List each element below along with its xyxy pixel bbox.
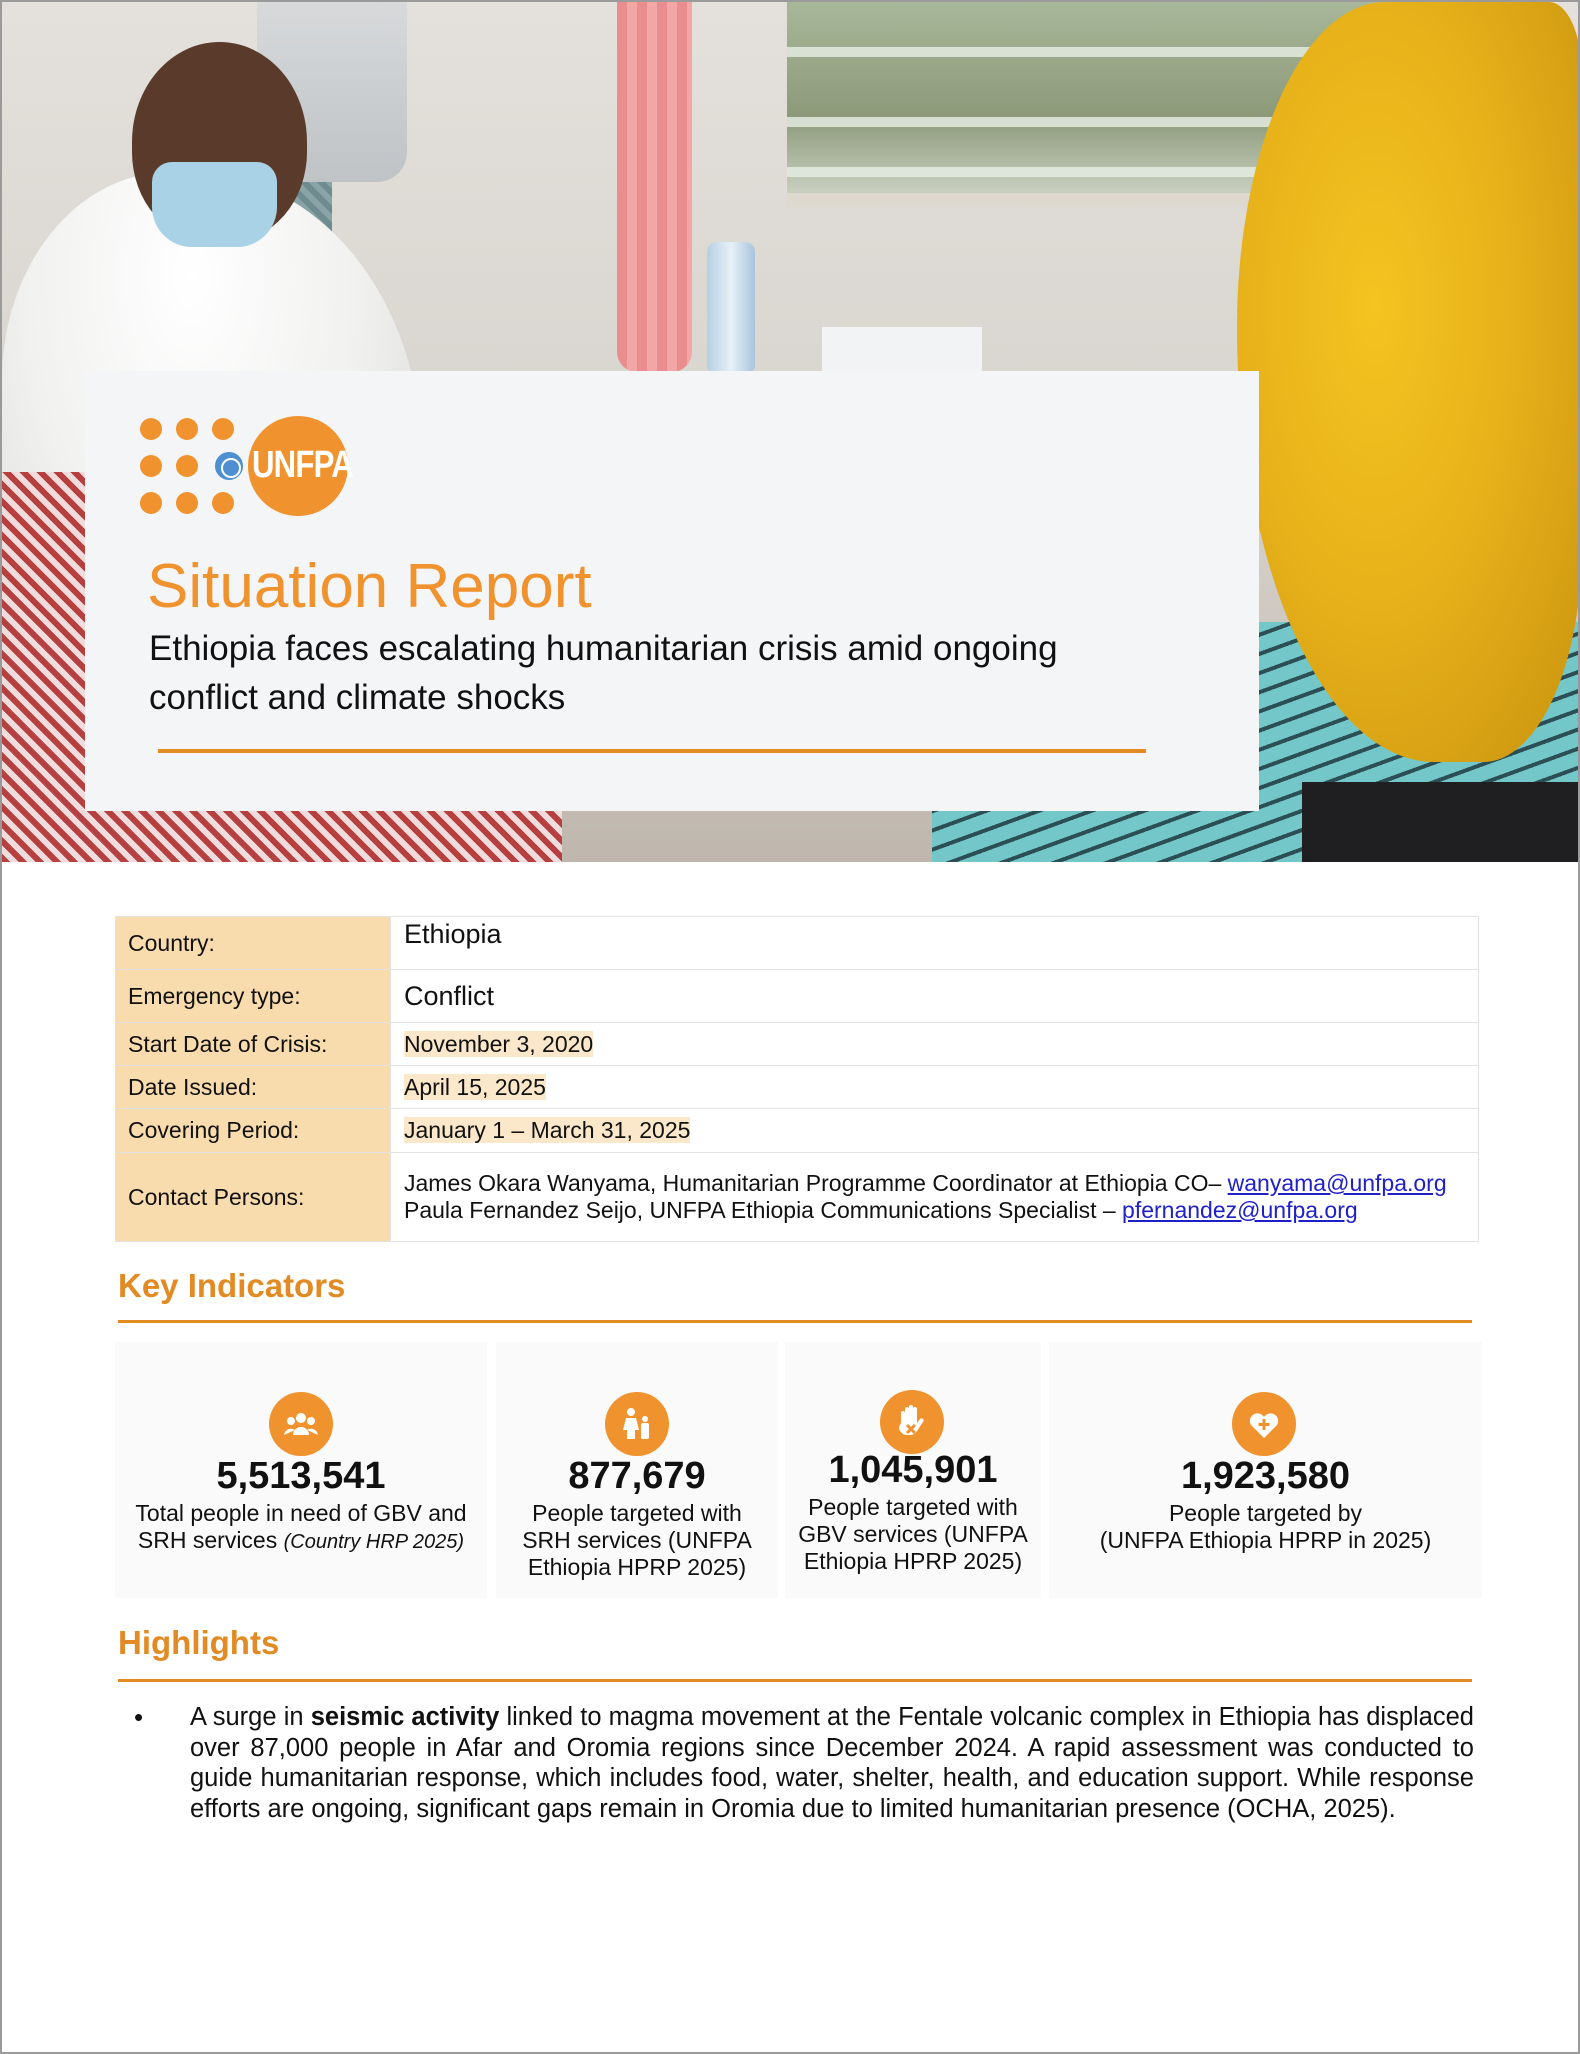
indicator-card-srh-targeted bbox=[496, 1342, 778, 1598]
start-date-cell bbox=[391, 1023, 1479, 1066]
contact-persons-value bbox=[391, 1153, 1479, 1242]
photo-curtain bbox=[617, 2, 692, 372]
covering-period-value: January 1 – March 31, 2025 bbox=[404, 1117, 691, 1143]
indicator-desc-line: (UNFPA Ethiopia HPRP in 2025) bbox=[1099, 1527, 1432, 1553]
report-title: Situation Report bbox=[147, 552, 592, 621]
key-indicators-divider bbox=[118, 1320, 1472, 1323]
info-table bbox=[115, 916, 1479, 1242]
woman-child-icon bbox=[605, 1392, 669, 1456]
indicator-desc-line: People targeted with bbox=[532, 1500, 742, 1526]
logo-dot bbox=[176, 418, 198, 440]
contact-2-text: Paula Fernandez Seijo, UNFPA Ethiopia Communications Specialist – bbox=[404, 1197, 1123, 1223]
indicator-card-total-in-need bbox=[115, 1342, 487, 1598]
contact-persons-label: Contact Persons: bbox=[116, 1153, 391, 1242]
start-date-value: November 3, 2020 bbox=[404, 1030, 594, 1057]
contact-line-1 bbox=[404, 1170, 1465, 1197]
contact-1-email-link[interactable]: wanyama@unfpa.org bbox=[1227, 1170, 1447, 1196]
info-row-country bbox=[116, 917, 1479, 970]
indicator-desc-line: People targeted by bbox=[1168, 1500, 1363, 1526]
indicator-desc-line: People targeted with bbox=[808, 1494, 1018, 1520]
logo-dot bbox=[176, 455, 198, 477]
title-card bbox=[85, 371, 1259, 811]
logo-text: UNFPA bbox=[252, 444, 353, 486]
highlight-text: A surge in bbox=[190, 1703, 311, 1731]
indicator-description bbox=[496, 1500, 778, 1581]
country-label: Country: bbox=[116, 917, 391, 970]
indicator-card-unfpa-targeted bbox=[1049, 1342, 1482, 1598]
indicator-desc-line: GBV services (UNFPA bbox=[798, 1521, 1028, 1547]
highlights-heading: Highlights bbox=[118, 1624, 280, 1661]
title-divider bbox=[158, 749, 1146, 753]
hand-stop-icon bbox=[880, 1390, 944, 1454]
people-group-icon bbox=[269, 1392, 333, 1456]
date-issued-cell bbox=[391, 1066, 1479, 1109]
indicator-value: 1,923,580 bbox=[1180, 1455, 1351, 1497]
heart-plus-icon bbox=[1232, 1392, 1296, 1456]
highlight-item bbox=[134, 1702, 1474, 1824]
indicator-desc-text: SRH services bbox=[137, 1527, 284, 1553]
report-subtitle: Ethiopia faces escalating humanitarian crisis amid ongoing conflict and climate shocks bbox=[149, 629, 1058, 717]
unfpa-logo bbox=[140, 416, 360, 516]
indicator-value: 5,513,541 bbox=[216, 1455, 386, 1497]
emergency-type-value: Conflict bbox=[391, 970, 1479, 1023]
indicator-description bbox=[115, 1500, 487, 1556]
date-issued-value: April 15, 2025 bbox=[404, 1073, 546, 1100]
logo-dot bbox=[140, 418, 162, 440]
indicator-card-gbv-targeted bbox=[785, 1342, 1041, 1598]
logo-dot bbox=[212, 492, 234, 514]
highlight-emphasis: seismic activity bbox=[310, 1703, 500, 1731]
logo-dot bbox=[140, 492, 162, 514]
photo-face-mask bbox=[152, 162, 277, 247]
indicator-description bbox=[785, 1494, 1041, 1575]
contact-line-2 bbox=[404, 1197, 1465, 1224]
start-date-label: Start Date of Crisis: bbox=[116, 1023, 391, 1066]
emergency-type-label: Emergency type: bbox=[116, 970, 391, 1023]
indicator-value: 1,045,901 bbox=[828, 1449, 998, 1491]
bullet-icon: • bbox=[134, 1702, 144, 1732]
logo-dot bbox=[212, 418, 234, 440]
contact-1-text: James Okara Wanyama, Humanitarian Programme Coordinator at Ethiopia CO– bbox=[404, 1170, 1228, 1196]
indicator-desc-line: SRH services (UNFPA bbox=[522, 1527, 752, 1553]
photo-water-bottle bbox=[707, 242, 755, 372]
highlights-list bbox=[134, 1702, 1474, 1824]
info-row-emergency bbox=[116, 970, 1479, 1023]
logo-dot bbox=[176, 492, 198, 514]
info-row-covering-period bbox=[116, 1109, 1479, 1153]
photo-chair bbox=[1302, 782, 1578, 862]
indicator-desc-line bbox=[115, 1527, 487, 1556]
info-row-date-issued bbox=[116, 1066, 1479, 1109]
contact-2-email-link[interactable]: pfernandez@unfpa.org bbox=[1122, 1197, 1358, 1223]
indicator-desc-line: Ethiopia HPRP 2025) bbox=[803, 1548, 1023, 1574]
highlight-text: linked to magma movement at the Fentale volcanic complex in Ethiopia has displaced over 87,000 people in Afar and Oromia regions since December 2024. A rapid assessment was conducted to guide humanitarian response, which includes food, water, shelter, health, and education support. While response efforts are ongoing, significant gaps remain in Oromia due to limited humanitarian presence (OCHA, 2025). bbox=[190, 1703, 1474, 1823]
country-value: Ethiopia bbox=[391, 917, 1479, 970]
key-indicators-heading: Key Indicators bbox=[118, 1267, 346, 1304]
covering-period-cell bbox=[391, 1109, 1479, 1153]
info-row-contacts bbox=[116, 1153, 1479, 1242]
date-issued-label: Date Issued: bbox=[116, 1066, 391, 1109]
indicator-description bbox=[1049, 1500, 1482, 1554]
indicator-desc-line: Ethiopia HPRP 2025) bbox=[527, 1554, 747, 1580]
indicator-source-note: (Country HRP 2025) bbox=[283, 1531, 465, 1553]
covering-period-label: Covering Period: bbox=[116, 1109, 391, 1153]
photo-box bbox=[822, 327, 982, 377]
un-emblem-icon bbox=[212, 449, 246, 483]
highlights-divider bbox=[118, 1679, 1472, 1682]
indicator-desc-line: Total people in need of GBV and bbox=[135, 1500, 467, 1526]
info-row-start-date bbox=[116, 1023, 1479, 1066]
logo-dot bbox=[140, 455, 162, 477]
indicator-value: 877,679 bbox=[568, 1455, 706, 1497]
